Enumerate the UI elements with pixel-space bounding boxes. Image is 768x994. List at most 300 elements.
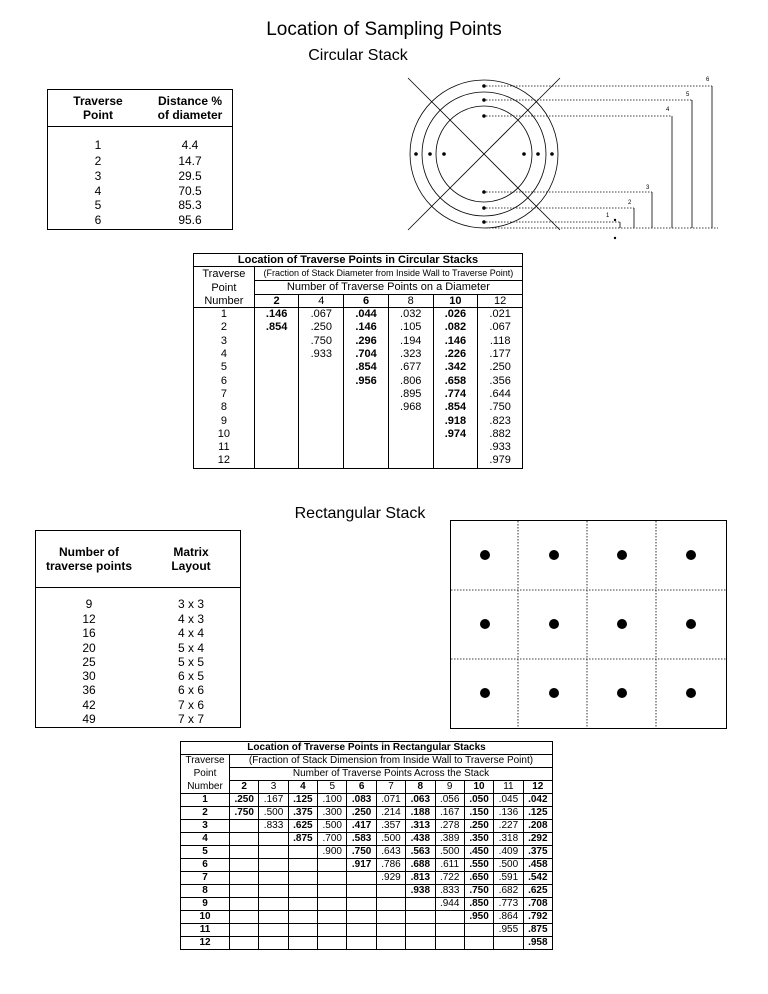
value-cell bbox=[318, 885, 347, 898]
value-cell: .833 bbox=[435, 885, 464, 898]
value-cell: .750 bbox=[347, 846, 376, 859]
table-row bbox=[181, 820, 553, 833]
value-cell bbox=[259, 859, 288, 872]
value-cell bbox=[299, 388, 344, 401]
table-row bbox=[181, 859, 553, 872]
table-row bbox=[36, 613, 241, 627]
value-cell: .643 bbox=[376, 846, 405, 859]
points-count-cell: 42 bbox=[82, 697, 96, 712]
value-cell: .929 bbox=[376, 872, 405, 885]
distance-cell: 4.4 bbox=[181, 138, 199, 152]
value-cell bbox=[347, 898, 376, 911]
value-cell: .150 bbox=[464, 807, 493, 820]
value-cell bbox=[230, 859, 259, 872]
diagram-label-2: 2 bbox=[628, 200, 632, 206]
value-cell: .864 bbox=[494, 911, 523, 924]
value-cell bbox=[376, 911, 405, 924]
value-cell: .854 bbox=[254, 321, 299, 334]
value-cell: .167 bbox=[435, 807, 464, 820]
value-cell bbox=[318, 898, 347, 911]
table-row bbox=[194, 388, 523, 401]
value-cell: .318 bbox=[494, 833, 523, 846]
value-cell: .979 bbox=[478, 454, 523, 468]
value-cell bbox=[230, 924, 259, 937]
value-cell: .950 bbox=[464, 911, 493, 924]
value-cell: .875 bbox=[288, 833, 317, 846]
value-cell bbox=[288, 872, 317, 885]
value-cell: .026 bbox=[433, 308, 478, 322]
circular-col-header: 4 bbox=[299, 295, 344, 308]
table-row bbox=[194, 441, 523, 454]
value-cell: .563 bbox=[406, 846, 435, 859]
traverse-point-cell: 1 bbox=[94, 138, 102, 152]
value-cell: .750 bbox=[299, 335, 344, 348]
value-cell: .082 bbox=[433, 321, 478, 334]
value-cell: .438 bbox=[406, 833, 435, 846]
value-cell bbox=[254, 414, 299, 427]
value-cell bbox=[254, 335, 299, 348]
value-cell bbox=[259, 924, 288, 937]
table-row bbox=[194, 414, 523, 427]
value-cell: .194 bbox=[388, 335, 433, 348]
value-cell: .375 bbox=[288, 807, 317, 820]
points-count-cell: 20 bbox=[82, 640, 96, 655]
value-cell bbox=[376, 898, 405, 911]
value-cell: .854 bbox=[433, 401, 478, 414]
value-cell: .389 bbox=[435, 833, 464, 846]
value-cell bbox=[299, 441, 344, 454]
value-cell: .968 bbox=[388, 401, 433, 414]
value-cell: .167 bbox=[259, 794, 288, 807]
matrix-layout-cell: 4 x 4 bbox=[177, 626, 204, 641]
point-number-cell: 10 bbox=[217, 427, 230, 440]
value-cell: .677 bbox=[388, 361, 433, 374]
value-cell: .974 bbox=[433, 428, 478, 441]
distance-cell: 14.7 bbox=[178, 154, 202, 169]
table-row bbox=[48, 214, 233, 229]
value-cell: .146 bbox=[254, 308, 299, 322]
value-cell bbox=[288, 924, 317, 937]
value-cell: .500 bbox=[435, 846, 464, 859]
rect-col-header: 12 bbox=[523, 781, 552, 794]
rect-col-header: 8 bbox=[406, 781, 435, 794]
value-cell: .250 bbox=[478, 361, 523, 374]
value-cell bbox=[388, 428, 433, 441]
value-cell: .177 bbox=[478, 348, 523, 361]
value-cell bbox=[288, 846, 317, 859]
rect-table-title: Location of Traverse Points in Rectangular Stacks bbox=[181, 742, 553, 755]
circular-row-header-1: Traverse bbox=[202, 267, 246, 280]
value-cell: .933 bbox=[478, 441, 523, 454]
value-cell: .918 bbox=[433, 414, 478, 427]
value-cell: .895 bbox=[388, 388, 433, 401]
table-row bbox=[48, 155, 233, 170]
value-cell bbox=[254, 361, 299, 374]
value-cell bbox=[254, 428, 299, 441]
matrix-layout-cell: 6 x 6 bbox=[177, 683, 204, 698]
value-cell: .774 bbox=[433, 388, 478, 401]
value-cell bbox=[435, 937, 464, 950]
value-cell: .300 bbox=[318, 807, 347, 820]
value-cell: .500 bbox=[259, 807, 288, 820]
value-cell bbox=[230, 937, 259, 950]
point-number-cell: 5 bbox=[220, 361, 227, 374]
value-cell: .550 bbox=[464, 859, 493, 872]
value-cell: .250 bbox=[299, 321, 344, 334]
points-count-cell: 16 bbox=[82, 626, 96, 641]
value-cell bbox=[318, 924, 347, 937]
table-row bbox=[48, 127, 233, 156]
value-cell bbox=[230, 872, 259, 885]
value-cell: .944 bbox=[435, 898, 464, 911]
distance-cell: 85.3 bbox=[178, 198, 202, 213]
value-cell bbox=[406, 911, 435, 924]
value-cell bbox=[464, 937, 493, 950]
value-cell bbox=[254, 388, 299, 401]
rectangular-stack-diagram bbox=[450, 520, 728, 730]
value-cell: .823 bbox=[478, 414, 523, 427]
value-cell bbox=[230, 846, 259, 859]
value-cell bbox=[344, 414, 389, 427]
value-cell bbox=[376, 924, 405, 937]
value-cell bbox=[347, 937, 376, 950]
table-row bbox=[181, 872, 553, 885]
header-traverse-point: Traverse Point bbox=[48, 90, 149, 127]
points-count-cell: 49 bbox=[82, 711, 96, 726]
value-cell bbox=[388, 414, 433, 427]
circular-stack-heading: Circular Stack bbox=[308, 47, 408, 64]
circular-table-note: (Fraction of Stack Diameter from Inside Wall to Traverse Point) bbox=[254, 267, 522, 281]
circular-col-header: 2 bbox=[254, 295, 299, 308]
table-row bbox=[36, 642, 241, 656]
value-cell bbox=[318, 859, 347, 872]
rect-col-header: 7 bbox=[376, 781, 405, 794]
point-number-cell: 4 bbox=[181, 833, 230, 846]
matrix-layout-cell: 5 x 5 bbox=[177, 654, 204, 669]
value-cell: .042 bbox=[523, 794, 552, 807]
value-cell: .063 bbox=[406, 794, 435, 807]
value-cell bbox=[254, 441, 299, 454]
page-title: Location of Sampling Points bbox=[266, 19, 502, 40]
rect-col-header: 5 bbox=[318, 781, 347, 794]
value-cell: .750 bbox=[230, 807, 259, 820]
value-cell: .146 bbox=[433, 335, 478, 348]
rect-row-header-3: Number bbox=[187, 780, 223, 792]
value-cell: .227 bbox=[494, 820, 523, 833]
table-row bbox=[36, 684, 241, 698]
rect-col-header: 4 bbox=[288, 781, 317, 794]
value-cell: .450 bbox=[464, 846, 493, 859]
value-cell bbox=[288, 859, 317, 872]
value-cell: .357 bbox=[376, 820, 405, 833]
value-cell: .342 bbox=[433, 361, 478, 374]
value-cell: .792 bbox=[523, 911, 552, 924]
value-cell: .021 bbox=[478, 308, 523, 322]
value-cell bbox=[230, 820, 259, 833]
matrix-layout-table bbox=[35, 530, 241, 728]
value-cell: .882 bbox=[478, 428, 523, 441]
value-cell bbox=[406, 937, 435, 950]
value-cell: .500 bbox=[376, 833, 405, 846]
point-number-cell: 2 bbox=[220, 321, 227, 334]
point-number-cell: 5 bbox=[181, 846, 230, 859]
value-cell: .956 bbox=[344, 374, 389, 387]
value-cell bbox=[344, 441, 389, 454]
value-cell bbox=[259, 846, 288, 859]
value-cell: .854 bbox=[344, 361, 389, 374]
value-cell bbox=[406, 924, 435, 937]
table-row bbox=[181, 794, 553, 807]
value-cell: .067 bbox=[299, 308, 344, 322]
value-cell bbox=[230, 911, 259, 924]
point-number-cell: 2 bbox=[181, 807, 230, 820]
value-cell: .583 bbox=[347, 833, 376, 846]
value-cell bbox=[299, 374, 344, 387]
matrix-layout-cell: 6 x 5 bbox=[177, 669, 204, 684]
value-cell bbox=[347, 911, 376, 924]
table-row bbox=[36, 588, 241, 614]
circular-col-header: 12 bbox=[478, 295, 523, 308]
value-cell bbox=[344, 388, 389, 401]
value-cell bbox=[344, 454, 389, 468]
circular-row-header-3: Number bbox=[194, 295, 255, 308]
value-cell bbox=[344, 401, 389, 414]
diagram-label-6: 6 bbox=[706, 77, 710, 83]
table-row bbox=[181, 937, 553, 950]
table-row bbox=[181, 807, 553, 820]
value-cell: .806 bbox=[388, 374, 433, 387]
table-row bbox=[194, 428, 523, 441]
table-row bbox=[48, 199, 233, 214]
rect-col-header: 6 bbox=[347, 781, 376, 794]
value-cell: .067 bbox=[478, 321, 523, 334]
table-row bbox=[181, 911, 553, 924]
value-cell: .850 bbox=[464, 898, 493, 911]
value-cell: .500 bbox=[318, 820, 347, 833]
value-cell: .644 bbox=[478, 388, 523, 401]
distance-cell: 29.5 bbox=[178, 169, 202, 184]
table-row bbox=[181, 924, 553, 937]
rect-col-header: 9 bbox=[435, 781, 464, 794]
value-cell: .250 bbox=[464, 820, 493, 833]
value-cell: .356 bbox=[478, 374, 523, 387]
value-cell: .700 bbox=[318, 833, 347, 846]
value-cell: .250 bbox=[230, 794, 259, 807]
rect-col-header: 11 bbox=[494, 781, 523, 794]
value-cell: .458 bbox=[523, 859, 552, 872]
value-cell: .611 bbox=[435, 859, 464, 872]
point-number-cell: 12 bbox=[181, 937, 230, 950]
diagram-label-3: 3 bbox=[646, 185, 650, 191]
distance-cell: 70.5 bbox=[178, 183, 202, 198]
points-count-cell: 9 bbox=[85, 597, 93, 611]
value-cell: .786 bbox=[376, 859, 405, 872]
point-number-cell: 4 bbox=[220, 348, 227, 361]
point-number-cell: 9 bbox=[181, 898, 230, 911]
value-cell bbox=[288, 911, 317, 924]
value-cell bbox=[347, 872, 376, 885]
value-cell: .658 bbox=[433, 374, 478, 387]
circular-col-header: 6 bbox=[344, 295, 389, 308]
value-cell bbox=[347, 885, 376, 898]
value-cell: .250 bbox=[347, 807, 376, 820]
point-number-cell: 1 bbox=[220, 308, 227, 321]
rect-col-header: 2 bbox=[230, 781, 259, 794]
value-cell bbox=[318, 872, 347, 885]
circular-stack-diagram bbox=[400, 74, 720, 244]
value-cell bbox=[433, 441, 478, 454]
value-cell: .105 bbox=[388, 321, 433, 334]
value-cell: .045 bbox=[494, 794, 523, 807]
traverse-point-cell: 4 bbox=[94, 183, 102, 198]
point-number-cell: 12 bbox=[217, 454, 230, 467]
value-cell bbox=[433, 454, 478, 468]
rect-table-note: (Fraction of Stack Dimension from Inside Wall to Traverse Point) bbox=[230, 755, 553, 768]
value-cell: .032 bbox=[388, 308, 433, 322]
matrix-layout-cell: 7 x 6 bbox=[177, 697, 204, 712]
header-distance: Distance % of diameter bbox=[148, 90, 233, 127]
value-cell bbox=[259, 937, 288, 950]
table-row bbox=[36, 713, 241, 728]
value-cell: .118 bbox=[478, 335, 523, 348]
circular-row-header-2: Point bbox=[211, 281, 237, 294]
value-cell bbox=[376, 937, 405, 950]
rect-row-header-1: Traverse bbox=[185, 755, 225, 767]
point-number-cell: 3 bbox=[181, 820, 230, 833]
matrix-layout-cell: 3 x 3 bbox=[177, 597, 204, 611]
rect-col-header: 3 bbox=[259, 781, 288, 794]
value-cell: .900 bbox=[318, 846, 347, 859]
point-number-cell: 6 bbox=[181, 859, 230, 872]
value-cell: .125 bbox=[523, 807, 552, 820]
circular-table-title: Location of Traverse Points in Circular Stacks bbox=[194, 254, 523, 267]
table-row bbox=[194, 348, 523, 361]
value-cell: .688 bbox=[406, 859, 435, 872]
matrix-layout-cell: 4 x 3 bbox=[177, 612, 204, 627]
table-row bbox=[181, 833, 553, 846]
points-count-cell: 12 bbox=[82, 612, 96, 627]
table-row bbox=[194, 361, 523, 374]
value-cell: .813 bbox=[406, 872, 435, 885]
value-cell bbox=[388, 441, 433, 454]
points-count-cell: 25 bbox=[82, 654, 96, 669]
value-cell: .708 bbox=[523, 898, 552, 911]
matrix-layout-cell: 5 x 4 bbox=[177, 640, 204, 655]
value-cell: .208 bbox=[523, 820, 552, 833]
value-cell bbox=[230, 833, 259, 846]
table-row bbox=[194, 308, 523, 322]
value-cell: .226 bbox=[433, 348, 478, 361]
value-cell: .417 bbox=[347, 820, 376, 833]
header-matrix-layout: Matrix Layout bbox=[142, 531, 241, 588]
value-cell: .409 bbox=[494, 846, 523, 859]
value-cell bbox=[230, 885, 259, 898]
value-cell bbox=[376, 885, 405, 898]
value-cell bbox=[464, 924, 493, 937]
value-cell: .750 bbox=[478, 401, 523, 414]
point-number-cell: 8 bbox=[181, 885, 230, 898]
value-cell: .292 bbox=[523, 833, 552, 846]
value-cell bbox=[347, 924, 376, 937]
circular-col-header: 8 bbox=[388, 295, 433, 308]
value-cell bbox=[299, 454, 344, 468]
table-row bbox=[36, 670, 241, 684]
point-number-cell: 10 bbox=[181, 911, 230, 924]
value-cell: .100 bbox=[318, 794, 347, 807]
value-cell: .773 bbox=[494, 898, 523, 911]
value-cell: .955 bbox=[494, 924, 523, 937]
value-cell: .625 bbox=[523, 885, 552, 898]
value-cell: .917 bbox=[347, 859, 376, 872]
value-cell: .704 bbox=[344, 348, 389, 361]
value-cell: .933 bbox=[299, 348, 344, 361]
diagram-label-1: 1 bbox=[606, 213, 610, 219]
table-row bbox=[36, 656, 241, 670]
traverse-distance-table bbox=[47, 89, 233, 230]
circular-col-header: 10 bbox=[433, 295, 478, 308]
value-cell: .625 bbox=[288, 820, 317, 833]
value-cell bbox=[494, 937, 523, 950]
value-cell: .958 bbox=[523, 937, 552, 950]
diagram-label-5: 5 bbox=[686, 92, 690, 98]
value-cell bbox=[259, 911, 288, 924]
rect-group-header: Number of Traverse Points Across the Stack bbox=[230, 768, 553, 781]
value-cell bbox=[288, 898, 317, 911]
point-number-cell: 8 bbox=[220, 401, 227, 414]
circular-group-header: Number of Traverse Points on a Diameter bbox=[254, 281, 522, 295]
value-cell bbox=[288, 937, 317, 950]
value-cell: .542 bbox=[523, 872, 552, 885]
value-cell bbox=[299, 414, 344, 427]
value-cell: .188 bbox=[406, 807, 435, 820]
diagram-label-4: 4 bbox=[666, 107, 670, 113]
value-cell bbox=[435, 924, 464, 937]
value-cell: .350 bbox=[464, 833, 493, 846]
value-cell: .722 bbox=[435, 872, 464, 885]
value-cell bbox=[259, 885, 288, 898]
value-cell: .278 bbox=[435, 820, 464, 833]
value-cell: .875 bbox=[523, 924, 552, 937]
value-cell bbox=[299, 401, 344, 414]
value-cell bbox=[299, 428, 344, 441]
traverse-point-cell: 3 bbox=[94, 169, 102, 184]
circular-stacks-table bbox=[193, 253, 523, 469]
value-cell: .044 bbox=[344, 308, 389, 322]
table-row bbox=[181, 898, 553, 911]
value-cell: .071 bbox=[376, 794, 405, 807]
point-number-cell: 11 bbox=[218, 441, 230, 454]
value-cell: .323 bbox=[388, 348, 433, 361]
point-number-cell: 7 bbox=[181, 872, 230, 885]
value-cell: .125 bbox=[288, 794, 317, 807]
value-cell: .296 bbox=[344, 335, 389, 348]
value-cell bbox=[318, 937, 347, 950]
value-cell: .083 bbox=[347, 794, 376, 807]
value-cell: .136 bbox=[494, 807, 523, 820]
table-row bbox=[181, 885, 553, 898]
point-number-cell: 11 bbox=[181, 924, 230, 937]
value-cell: .833 bbox=[259, 820, 288, 833]
traverse-point-cell: 2 bbox=[94, 154, 102, 169]
value-cell bbox=[344, 428, 389, 441]
rectangular-stacks-table bbox=[180, 741, 553, 950]
rect-col-header: 10 bbox=[464, 781, 493, 794]
value-cell bbox=[259, 833, 288, 846]
value-cell bbox=[288, 885, 317, 898]
value-cell: .591 bbox=[494, 872, 523, 885]
points-count-cell: 36 bbox=[82, 683, 96, 698]
value-cell bbox=[254, 401, 299, 414]
